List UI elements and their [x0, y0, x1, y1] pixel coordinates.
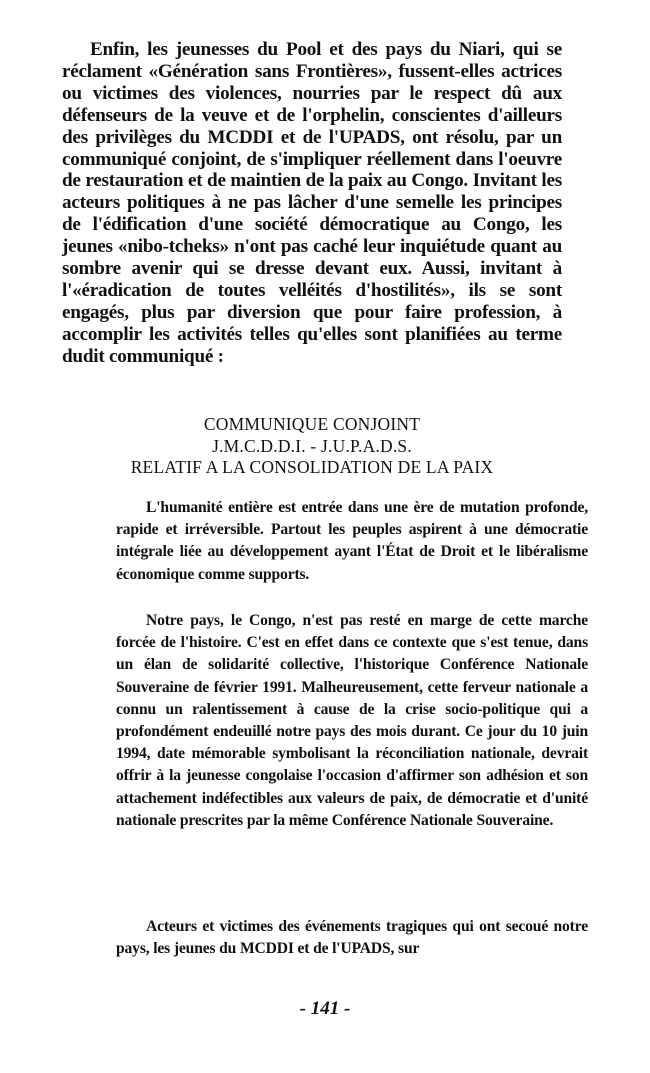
communique-paragraph-1: L'humanité entière est entrée dans une ère de mutation profonde, rapide et irréversible. Partout les peuples aspirent à une démocratie intégrale liée au développement ayant l'État de Droit et le libéralisme économique comme supports. [116, 499, 588, 583]
page-number: - 141 - [299, 998, 351, 1019]
communique-title: COMMUNIQUE CONJOINT [203, 414, 421, 434]
communique-heading [62, 414, 562, 479]
communique-parties: J.M.C.D.D.I. - J.U.P.A.D.S. [212, 435, 412, 456]
intro-paragraph: Enfin, les jeunesses du Pool et des pays du Niari, qui se réclament «Génération sans Frontières», fussent-elles actrices ou victimes des violences, nourries par le respect dû aux défenseurs de la veuve et de l'orphelin, conscientes d'ailleurs des privilèges du MCDDI et de l'UPADS, ont résolu, par un communiqué conjoint, de s'impliquer réellement dans l'oeuvre de restauration et de maintien de la paix au Congo. Invitant les acteurs politiques à ne pas lâcher d'une semelle les principes de l'édification d'une société démocratique au Congo, les jeunes «nibo-tcheks» n'ont pas caché leur inquiétude quant au sombre avenir qui se dresse devant eux. Aussi, invitant à l'«éradication de toutes velléités d'hostilités», ils se sont engagés, plus par diversion que pour faire profession, à accomplir les activités telles qu'elles sont planifiées au terme dudit communiqué : [62, 39, 562, 367]
communique-subject: RELATIF A LA CONSOLIDATION DE LA PAIX [130, 457, 494, 477]
communique-paragraph-3: Acteurs et victimes des événements tragiques qui ont secoué notre pays, les jeunes du MCDDI et de l'UPADS, sur [116, 918, 588, 958]
communique-paragraph-2: Notre pays, le Congo, n'est pas resté en marge de cette marche forcée de l'histoire. C'est en effet dans ce contexte que s'est tenue, dans un élan de solidarité collective, l'historique Conférence Nationale Souveraine de février 1991. Malheureusement, cette ferveur nationale a connu un ralentissement à cause de la crise socio-politique qui a profondément endeuillé notre pays des mois durant. Ce jour du 10 juin 1994, date mémorable symbolisant la réconciliation nationale, devrait offrir à la jeunesse congolaise l'occasion d'affirmer son adhésion et son attachement indéfectibles aux valeurs de paix, de démocratie et d'unité nationale prescrites par la même Conférence Nationale Souveraine. [116, 612, 588, 829]
